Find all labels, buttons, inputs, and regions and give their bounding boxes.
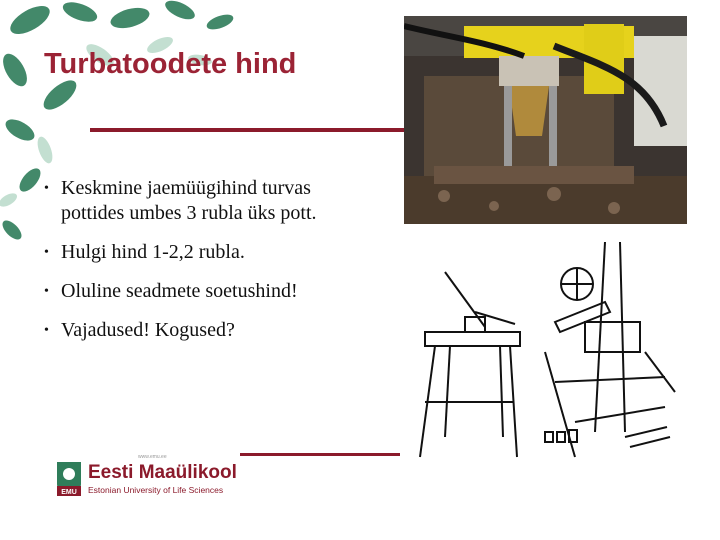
bullet-item (44, 318, 364, 343)
bullet-text: Hulgi hind 1-2,2 rubla. (61, 241, 245, 263)
emu-emblem-icon (54, 460, 84, 498)
press-machine-photo (404, 16, 687, 224)
footer-divider (240, 453, 400, 456)
bullet-list (44, 176, 364, 357)
logo-subtitle: Estonian University of Life Sciences (88, 485, 224, 495)
bullet-text: Keskmine jaemüügihind turvas pottides umbes 3 rubla üks pott. (61, 177, 317, 224)
bullet-dot: • (44, 245, 49, 260)
equipment-drawing (405, 232, 685, 470)
bullet-item (44, 240, 364, 265)
logo-small-text: www.emu.ee (138, 454, 167, 460)
bullet-dot: • (44, 323, 49, 338)
bullet-text: Oluline seadmete soetushind! (61, 280, 298, 302)
bullet-item (44, 279, 364, 304)
bullet-dot: • (44, 181, 49, 196)
logo-name: Eesti Maaülikool (88, 462, 237, 483)
emu-abbr: EMU (61, 489, 77, 496)
emu-logo[interactable] (54, 454, 254, 502)
slide-title: Turbatoodete hind (44, 48, 297, 80)
bullet-item (44, 176, 364, 226)
title-divider (90, 128, 410, 132)
bullet-text: Vajadused! Kogused? (61, 319, 235, 341)
bullet-dot: • (44, 284, 49, 299)
